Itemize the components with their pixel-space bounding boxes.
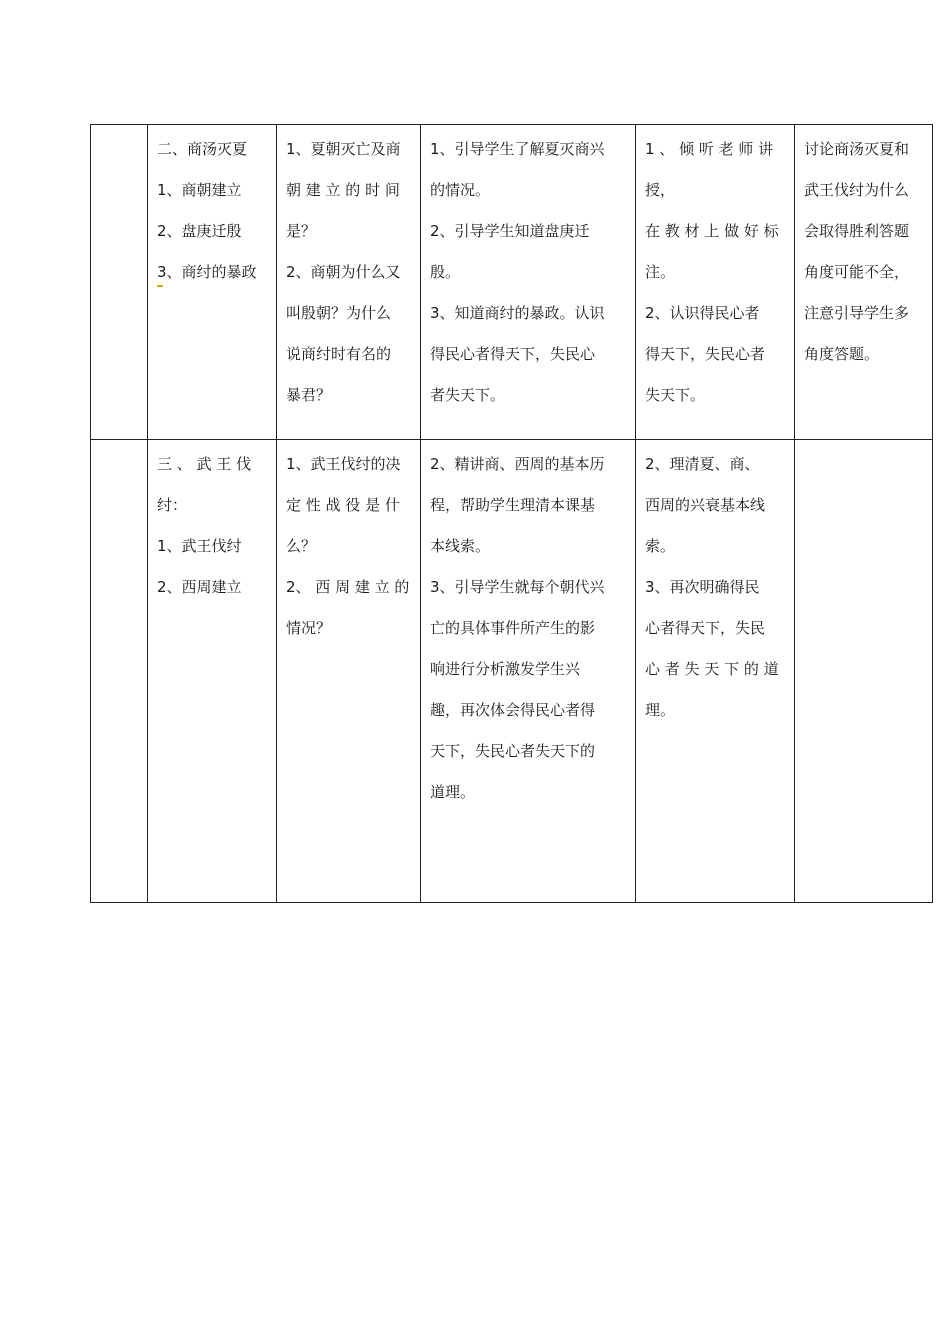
content-line: 纣： — [157, 496, 188, 514]
teacher-line: 1、引导学生了解夏灭商兴 — [430, 140, 605, 158]
student-line: 2、理清夏、商、 — [645, 455, 760, 473]
student-line: 理。 — [645, 701, 676, 719]
student-line: 索。 — [645, 537, 676, 555]
teacher-line: 3、引导学生就每个朝代兴 — [430, 578, 605, 596]
student-line: 注。 — [645, 263, 676, 281]
teacher-line: 殷。 — [430, 263, 461, 281]
question-line: 叫殷朝？为什么 — [286, 304, 392, 322]
teacher-line: 亡的具体事件所产生的影 — [430, 619, 596, 637]
notes-line: 注意引导学生多 — [804, 304, 910, 322]
question-line: 1、夏朝灭亡及商 — [286, 140, 401, 158]
content-cell — [148, 125, 277, 440]
question-line: 暴君？ — [286, 386, 332, 404]
teacher-activity-cell — [421, 125, 636, 440]
content-line: 1、武王伐纣 — [157, 537, 242, 555]
question-line: 定 性 战 役 是 什 — [286, 496, 400, 514]
teacher-line: 3、知道商纣的暴政。认识 — [430, 304, 605, 322]
content-line: 二、商汤灭夏 — [157, 140, 248, 158]
question-line: 1、武王伐纣的决 — [286, 455, 401, 473]
notes-line: 讨论商汤灭夏和 — [804, 140, 910, 158]
student-line: 在 教 材 上 做 好 标 — [645, 222, 779, 240]
notes-line: 武王伐纣为什么 — [804, 181, 910, 199]
content-line: 三 、 武 王 伐 — [157, 455, 252, 473]
question-line: 是？ — [286, 222, 317, 240]
questions-cell — [277, 440, 421, 903]
table-row — [91, 125, 933, 440]
teacher-line: 的情况。 — [430, 181, 491, 199]
question-line: 朝 建 立 的 时 间 — [286, 181, 400, 199]
question-line: 说商纣时有名的 — [286, 345, 392, 363]
teacher-line: 天下，失民心者失天下的 — [430, 742, 596, 760]
question-line: 情况？ — [286, 619, 332, 637]
notes-line: 会取得胜利答题 — [804, 222, 910, 240]
student-activity-cell — [636, 440, 795, 903]
student-line: 心 者 失 天 下 的 道 — [645, 660, 779, 678]
student-line: 得天下，失民心者 — [645, 345, 766, 363]
notes-line: 角度可能不全， — [804, 263, 910, 281]
student-line: 失天下。 — [645, 386, 706, 404]
content-cell — [148, 440, 277, 903]
teacher-line: 得民心者得天下，失民心 — [430, 345, 596, 363]
blank-cell — [91, 125, 148, 440]
question-line: 2、 西 周 建 立 的 — [286, 578, 410, 596]
student-line: 2、认识得民心者 — [645, 304, 760, 322]
blank-cell — [91, 440, 148, 903]
teacher-line: 本线索。 — [430, 537, 491, 555]
notes-cell — [795, 440, 933, 903]
teacher-line: 趣，再次体会得民心者得 — [430, 701, 596, 719]
content-line: 2、西周建立 — [157, 578, 242, 596]
notes-line: 角度答题。 — [804, 345, 880, 363]
student-line: 3、再次明确得民 — [645, 578, 760, 596]
teacher-line: 2、引导学生知道盘庚迁 — [430, 222, 590, 240]
student-activity-cell — [636, 125, 795, 440]
student-line: 西周的兴衰基本线 — [645, 496, 766, 514]
question-line: 2、商朝为什么又 — [286, 263, 401, 281]
table-row — [91, 440, 933, 903]
lesson-plan-table — [90, 124, 933, 903]
teacher-activity-cell — [421, 440, 636, 903]
content-line: 1、商朝建立 — [157, 181, 242, 199]
student-line: 心者得天下，失民 — [645, 619, 766, 637]
questions-cell — [277, 125, 421, 440]
question-line: 么？ — [286, 537, 317, 555]
content-line: 3、商纣的暴政 — [157, 263, 257, 281]
student-line: 1 、 倾 听 老 师 讲 — [645, 140, 774, 158]
content-line: 2、盘庚迁殷 — [157, 222, 242, 240]
student-line: 授， — [645, 181, 676, 199]
teacher-line: 道理。 — [430, 783, 476, 801]
teacher-line: 者失天下。 — [430, 386, 506, 404]
teacher-line: 程，帮助学生理清本课基 — [430, 496, 596, 514]
notes-cell — [795, 125, 933, 440]
teacher-line: 2、精讲商、西周的基本历 — [430, 455, 605, 473]
teacher-line: 响进行分析激发学生兴 — [430, 660, 581, 678]
